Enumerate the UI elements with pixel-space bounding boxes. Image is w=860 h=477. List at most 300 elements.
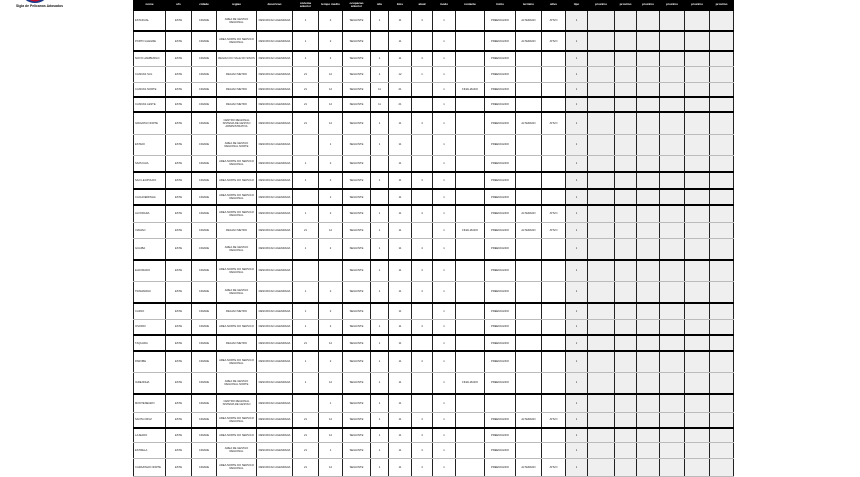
table-cell [615,260,637,281]
table-cell: PREENCHIDO [485,442,516,458]
table-cell [660,51,685,66]
table-cell: 1 [371,281,389,303]
table-cell: 1 [371,394,389,412]
table-cell: SAPUCAIA [134,155,166,172]
table-cell: DESCRICAO AGENDADA [257,31,293,51]
table-cell [412,372,433,394]
records-table [133,0,734,477]
table-cell [710,51,734,66]
table-cell [615,66,637,82]
table-cell: LAJEADO [134,428,166,442]
table-cell [685,51,710,66]
table-cell: 11 [389,31,412,51]
table-cell: PREENCHIDO [485,155,516,172]
table-cell: CIDADE [192,303,217,319]
column-header: nome [134,1,166,11]
column-header: kms [389,1,412,11]
table-cell: DESCRICAO AGENDADA [257,172,293,189]
table-row [134,51,734,66]
table-cell: DESCRICAO AGENDADA [257,281,293,303]
table-cell: TRAMANDAI [134,281,166,303]
table-cell [516,155,542,172]
table-cell: CIDADE [192,155,217,172]
table-cell: ESTE [166,442,192,458]
table-cell [660,134,685,155]
table-cell: ESTE [166,394,192,412]
table-cell: DESCRICAO AGENDADA [257,442,293,458]
table-cell [637,155,660,172]
table-cell [371,155,389,172]
table-cell: 4 [412,351,433,372]
table-cell: 1 [412,66,433,82]
table-cell: AREA DE GESTAO REGIONAL [217,238,257,260]
table-cell [293,394,319,412]
table-cell: ESTE [166,372,192,394]
table-cell: MONTENEGRO [134,394,166,412]
table-cell [615,205,637,222]
table-cell [685,372,710,394]
table-cell: OSORIO [134,319,166,335]
table-cell: 2 [319,319,343,335]
column-header: modo [433,1,456,11]
table-cell: DESCRICAO AGENDADA [257,351,293,372]
table-cell: SEGUINTE [343,260,371,281]
table-cell [588,222,615,238]
table-cell [660,372,685,394]
table-cell: 1 [293,205,319,222]
table-cell: 2 [319,281,343,303]
table-cell: CIDADE [192,351,217,372]
table-cell: SEGUINTE [343,31,371,51]
table-cell: 1 [371,205,389,222]
table-row [134,134,734,155]
table-cell [456,51,485,66]
table-cell [456,66,485,82]
table-row [134,31,734,51]
table-cell [637,31,660,51]
table-cell: 12 [319,112,343,134]
table-cell [637,335,660,351]
table-cell [456,31,485,51]
table-cell [615,281,637,303]
table-cell [588,134,615,155]
table-cell: 4 [412,238,433,260]
table-cell: PREENCHIDO [485,319,516,335]
table-cell [685,442,710,458]
table-cell: AREA NORTE DO SERVICO REGIONAL [217,412,257,428]
table-cell: ESTEIO [134,134,166,155]
table-cell: 1 [433,31,456,51]
table-cell: AREA NORTE DO SERVICO REGIONAL [217,31,257,51]
column-header: restante [456,1,485,11]
table-cell: ESTRELA [134,442,166,458]
table-cell: CIDADE [192,238,217,260]
table-cell [710,134,734,155]
table-cell: 11 [389,10,412,31]
table-row [134,458,734,476]
table-cell: ESTE [166,205,192,222]
table-cell: 4 [412,281,433,303]
table-cell: 21 [293,222,319,238]
column-header: descricao [257,1,293,11]
table-cell [685,458,710,476]
table-cell [637,222,660,238]
table-cell: IGREJINHA [134,372,166,394]
column-header: proximo [588,1,615,11]
table-cell: 11 [371,82,389,97]
table-cell [588,10,615,31]
table-cell: 1 [433,303,456,319]
table-cell [637,134,660,155]
table-cell: 21 [293,412,319,428]
table-cell [542,442,566,458]
table-cell: 1 [433,155,456,172]
table-cell: 1 [371,412,389,428]
table-cell: ESTE [166,134,192,155]
table-cell [588,260,615,281]
table-cell: PREENCHIDO [485,97,516,112]
table-cell: TAQUARA [134,335,166,351]
table-cell [685,189,710,205]
table-cell: PREENCHIDO [485,335,516,351]
table-cell: CIDADE [192,112,217,134]
table-cell: 11 [389,394,412,412]
table-cell: 1 [566,281,588,303]
table-cell [542,66,566,82]
column-header: tipo [566,1,588,11]
table-cell [615,189,637,205]
table-row [134,238,734,260]
table-cell [615,10,637,31]
table-cell [371,31,389,51]
table-cell: DESCRICAO AGENDADA [257,372,293,394]
table-cell: 11 [371,97,389,112]
table-cell: DESCRICAO AGENDADA [257,394,293,412]
table-cell: 12 [389,66,412,82]
table-cell [516,372,542,394]
table-cell: AREA NORTE DO SERVICO REGIONAL [217,458,257,476]
table-cell: 11 [389,335,412,351]
table-cell: 11 [389,303,412,319]
table-cell: 1 [433,66,456,82]
table-cell: PREENCHIDO [485,10,516,31]
table-cell: ESTE [166,97,192,112]
table-cell: 21 [293,66,319,82]
table-cell [637,372,660,394]
table-cell: 21 [293,442,319,458]
table-cell: FINALIZADO [456,222,485,238]
table-cell: 1 [433,412,456,428]
table-cell: 4 [412,412,433,428]
table-cell [588,442,615,458]
table-cell [660,205,685,222]
table-cell: 2 [319,31,343,51]
table-cell: 1 [371,112,389,134]
table-cell [371,189,389,205]
table-cell: 1 [566,260,588,281]
table-cell: FINALIZADO [456,82,485,97]
table-cell: 1 [433,205,456,222]
table-cell: 2 [319,205,343,222]
table-cell: CIDADE [192,31,217,51]
table-cell: ALTERADO [516,31,542,51]
table-cell: 11 [389,281,412,303]
table-cell: ESTE [166,458,192,476]
table-cell: 1 [371,260,389,281]
table-cell: 1 [566,412,588,428]
column-header: atual [412,1,433,11]
table-cell: AREA NORTE DO SERVICO REGIONAL [217,205,257,222]
table-cell [456,458,485,476]
table-cell [456,238,485,260]
table-cell: 1 [433,134,456,155]
table-cell: 1 [293,303,319,319]
table-cell: PREENCHIDO [485,238,516,260]
table-cell: CIDADE [192,372,217,394]
table-cell: CIDADE [192,97,217,112]
column-header: regiao [217,1,257,11]
table-cell: 1 [566,458,588,476]
table-cell [710,222,734,238]
table-cell [615,51,637,66]
table-cell [637,238,660,260]
table-cell: 1 [566,10,588,31]
table-cell [685,134,710,155]
table-cell: 1 [433,442,456,458]
column-header: proximo [637,1,660,11]
table-cell: DESCRICAO AGENDADA [257,260,293,281]
table-cell: SEGUINTE [343,442,371,458]
table-cell: ALTERADO [516,10,542,31]
column-header: tempo medio [319,1,343,11]
table-cell [637,442,660,458]
table-cell [710,10,734,31]
table-cell [516,319,542,335]
table-cell: ALTERADO [516,222,542,238]
table-row [134,66,734,82]
table-cell: PREENCHIDO [485,31,516,51]
table-cell [660,222,685,238]
column-header: proximo [615,1,637,11]
table-cell: 1 [319,394,343,412]
table-cell: ALTERADO [516,205,542,222]
table-cell [542,155,566,172]
table-cell [588,281,615,303]
table-cell: CIDADE [192,134,217,155]
table-cell [542,51,566,66]
table-cell: ESTE [166,319,192,335]
table-cell [615,351,637,372]
table-header-row [134,1,734,11]
table-cell [542,189,566,205]
table-cell [588,303,615,319]
table-cell: 1 [293,10,319,31]
table-cell: ESTE [166,31,192,51]
table-cell: 11 [389,155,412,172]
table-cell: PREENCHIDO [485,82,516,97]
table-cell [456,97,485,112]
table-cell: 1 [566,351,588,372]
table-cell: PREENCHIDO [485,172,516,189]
table-cell: AREA NORTE DO SERVICO [217,172,257,189]
table-cell [660,281,685,303]
table-cell [637,281,660,303]
table-cell: SEGUINTE [343,134,371,155]
table-cell: PREENCHIDO [485,112,516,134]
table-cell [710,412,734,428]
table-cell [660,442,685,458]
table-cell: 1 [293,281,319,303]
table-cell: 4 [412,10,433,31]
table-cell: REGIAO DO VALE DO SINOS [217,51,257,66]
table-cell: 12 [319,335,343,351]
table-cell: CANOAS SUL [134,66,166,82]
table-cell: AREA NORTE DO SERVICO [217,428,257,442]
table-cell [456,260,485,281]
table-cell [588,172,615,189]
table-cell: 11 [389,260,412,281]
table-cell: 2 [319,303,343,319]
table-cell: ESTE [166,428,192,442]
table-cell: CIDADE [192,205,217,222]
table-cell: REGIAO METRO [217,335,257,351]
table-cell: CIDADE [192,10,217,31]
table-cell: 1 [371,172,389,189]
table-cell: ESTE [166,351,192,372]
table-cell [588,428,615,442]
table-cell: AREA NORTE DO SERVICO REGIONAL [217,155,257,172]
table-cell: 1 [371,442,389,458]
table-cell: ATIVO [542,31,566,51]
table-cell [516,134,542,155]
table-cell: 4 [412,458,433,476]
table-cell [637,10,660,31]
table-cell [660,66,685,82]
table-cell: CANOAS NORTE [134,82,166,97]
table-cell: SEGUINTE [343,428,371,442]
table-cell: 12 [319,428,343,442]
table-cell: ATIVO [542,222,566,238]
table-cell [412,31,433,51]
table-cell [685,335,710,351]
table-cell [456,412,485,428]
table-cell [710,372,734,394]
table-cell [456,172,485,189]
table-cell: SANTA CRUZ [134,412,166,428]
table-cell: 21 [293,97,319,112]
column-header: proximo [660,1,685,11]
table-cell: 1 [293,155,319,172]
table-cell: 1 [371,428,389,442]
table-cell: SEGUINTE [343,222,371,238]
table-cell: PREENCHIDO [485,303,516,319]
table-cell: PREENCHIDO [485,412,516,428]
table-cell [710,351,734,372]
table-cell: 1 [371,372,389,394]
table-cell: PREENCHIDO [485,260,516,281]
table-cell [615,238,637,260]
table-cell [710,428,734,442]
table-cell: 1 [433,335,456,351]
table-row [134,189,734,205]
table-cell [615,222,637,238]
table-cell: 1 [371,134,389,155]
table-cell: ALTERADO [516,412,542,428]
table-cell: DESCRICAO AGENDADA [257,319,293,335]
table-cell: 12 [319,372,343,394]
table-cell [637,394,660,412]
table-cell [588,238,615,260]
table-cell [660,458,685,476]
table-cell [685,112,710,134]
table-cell: ESTE [166,51,192,66]
table-cell: 11 [389,428,412,442]
table-cell: CIDADE [192,458,217,476]
table-cell [516,238,542,260]
table-cell [685,238,710,260]
table-cell: AREA NORTE DO SERVICO REGIONAL [217,189,257,205]
table-cell: 1 [566,82,588,97]
table-row [134,372,734,394]
table-cell [637,66,660,82]
table-cell: CIDADE [192,222,217,238]
table-cell: DESCRICAO AGENDADA [257,82,293,97]
table-cell: CIDADE [192,82,217,97]
table-cell [710,172,734,189]
table-cell [615,134,637,155]
table-cell: 4 [412,205,433,222]
table-cell: 1 [566,319,588,335]
table-cell: 1 [293,238,319,260]
table-cell [615,442,637,458]
table-cell [615,335,637,351]
table-cell [660,412,685,428]
table-cell [710,112,734,134]
table-cell [710,303,734,319]
table-cell [412,394,433,412]
table-cell: ATIVO [542,412,566,428]
table-cell [412,134,433,155]
table-cell: PORTO ALEGRE [134,31,166,51]
table-cell: DESCRICAO AGENDADA [257,428,293,442]
table-cell [516,172,542,189]
table-cell [542,372,566,394]
table-cell: 1 [433,319,456,335]
table-cell: 21 [293,112,319,134]
table-cell: ESTE [166,189,192,205]
table-cell [412,222,433,238]
table-cell [293,189,319,205]
table-cell: 1 [566,172,588,189]
table-cell [588,412,615,428]
column-header: termino [516,1,542,11]
table-cell: ELDORADO [134,260,166,281]
table-row [134,222,734,238]
table-cell [456,205,485,222]
table-cell: CACHOEIRINHA [134,189,166,205]
table-cell [615,372,637,394]
table-cell: ATIVO [542,205,566,222]
table-cell [588,335,615,351]
table-cell [456,134,485,155]
table-cell: 11 [389,222,412,238]
table-body [134,10,734,476]
table-cell [710,82,734,97]
table-cell [660,238,685,260]
table-cell [412,82,433,97]
column-header: ufs [166,1,192,11]
table-cell: CIDADE [192,260,217,281]
